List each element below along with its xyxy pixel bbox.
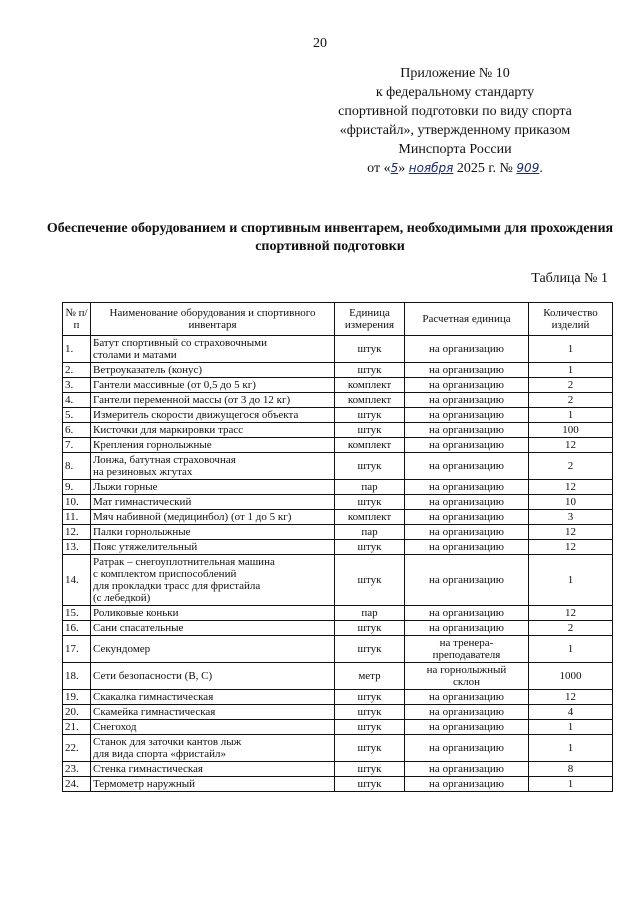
- header-qty: Количество изделий: [529, 303, 613, 336]
- cell-num: 10.: [63, 495, 91, 510]
- cell-calc: на горнолыжный склон: [405, 663, 529, 690]
- cell-qty: 1: [529, 720, 613, 735]
- table-row: [63, 606, 613, 621]
- cell-name: Гантели переменной массы (от 3 до 12 кг): [91, 393, 335, 408]
- table-row: [63, 690, 613, 705]
- table-row: [63, 540, 613, 555]
- cell-num: 1.: [63, 336, 91, 363]
- cell-qty: 12: [529, 438, 613, 453]
- cell-calc: на организацию: [405, 762, 529, 777]
- cell-calc: на организацию: [405, 621, 529, 636]
- cell-name: Лыжи горные: [91, 480, 335, 495]
- table-row: [63, 525, 613, 540]
- table-row: [63, 705, 613, 720]
- cell-name: Измеритель скорости движущегося объекта: [91, 408, 335, 423]
- cell-qty: 1: [529, 363, 613, 378]
- table-row: [63, 438, 613, 453]
- table-row: [63, 423, 613, 438]
- cell-calc: на организацию: [405, 408, 529, 423]
- cell-qty: 1: [529, 636, 613, 663]
- cell-name: Гантели массивные (от 0,5 до 5 кг): [91, 378, 335, 393]
- equipment-table: [62, 302, 613, 792]
- cell-name: Термометр наружный: [91, 777, 335, 792]
- cell-unit: комплект: [335, 393, 405, 408]
- page-number: 20: [313, 36, 327, 51]
- cell-qty: 8: [529, 762, 613, 777]
- cell-name: Палки горнолыжные: [91, 525, 335, 540]
- date-month-handwritten: ноября: [408, 161, 454, 175]
- table-header-row: [63, 303, 613, 336]
- cell-name: Мяч набивной (медицинбол) (от 1 до 5 кг): [91, 510, 335, 525]
- cell-qty: 2: [529, 393, 613, 408]
- cell-calc: на организацию: [405, 378, 529, 393]
- cell-calc: на организацию: [405, 735, 529, 762]
- cell-name: Мат гимнастический: [91, 495, 335, 510]
- date-prefix: от «: [367, 161, 391, 176]
- table-row: [63, 735, 613, 762]
- appendix-line: «фристайл», утвержденному приказом: [339, 123, 571, 138]
- cell-name: Сети безопасности (В, С): [91, 663, 335, 690]
- cell-name: Скамейка гимнастическая: [91, 705, 335, 720]
- cell-num: 6.: [63, 423, 91, 438]
- cell-calc: на организацию: [405, 336, 529, 363]
- cell-calc: на организацию: [405, 720, 529, 735]
- cell-unit: штук: [335, 453, 405, 480]
- appendix-line: к федеральному стандарту: [375, 85, 535, 100]
- cell-num: 13.: [63, 540, 91, 555]
- appendix-line: спортивной подготовки по виду спорта: [338, 104, 572, 119]
- cell-unit: комплект: [335, 438, 405, 453]
- cell-num: 15.: [63, 606, 91, 621]
- order-number-handwritten: 909: [516, 161, 540, 175]
- cell-num: 5.: [63, 408, 91, 423]
- table-row: [63, 378, 613, 393]
- cell-unit: штук: [335, 705, 405, 720]
- table-row: [63, 777, 613, 792]
- cell-unit: метр: [335, 663, 405, 690]
- cell-unit: штук: [335, 336, 405, 363]
- cell-calc: на организацию: [405, 525, 529, 540]
- cell-qty: 2: [529, 453, 613, 480]
- cell-unit: пар: [335, 480, 405, 495]
- header-name: Наименование оборудования и спортивного инвентаря: [91, 303, 335, 336]
- cell-num: 21.: [63, 720, 91, 735]
- appendix-header: [310, 64, 600, 178]
- cell-qty: 1: [529, 735, 613, 762]
- cell-qty: 3: [529, 510, 613, 525]
- cell-unit: комплект: [335, 510, 405, 525]
- table-row: [63, 636, 613, 663]
- cell-num: 23.: [63, 762, 91, 777]
- cell-qty: 12: [529, 690, 613, 705]
- cell-num: 8.: [63, 453, 91, 480]
- cell-qty: 10: [529, 495, 613, 510]
- cell-unit: штук: [335, 495, 405, 510]
- cell-unit: штук: [335, 423, 405, 438]
- cell-unit: штук: [335, 636, 405, 663]
- cell-num: 22.: [63, 735, 91, 762]
- table-row: [63, 336, 613, 363]
- cell-name: Кисточки для маркировки трасс: [91, 423, 335, 438]
- table-row: [63, 480, 613, 495]
- cell-num: 14.: [63, 555, 91, 606]
- date-end: .: [539, 161, 543, 176]
- table-row: [63, 762, 613, 777]
- cell-num: 17.: [63, 636, 91, 663]
- cell-num: 24.: [63, 777, 91, 792]
- cell-calc: на организацию: [405, 705, 529, 720]
- cell-name: Ветроуказатель (конус): [91, 363, 335, 378]
- cell-qty: 1: [529, 408, 613, 423]
- cell-unit: штук: [335, 621, 405, 636]
- cell-calc: на организацию: [405, 480, 529, 495]
- cell-unit: пар: [335, 606, 405, 621]
- cell-qty: 12: [529, 525, 613, 540]
- cell-num: 9.: [63, 480, 91, 495]
- cell-qty: 1: [529, 777, 613, 792]
- cell-name: Ратрак – снегоуплотнительная машина с комплектом приспособлений для прокладки трасс для фристайла (с лебедкой): [91, 555, 335, 606]
- cell-qty: 12: [529, 480, 613, 495]
- date-year: 2025 г. №: [456, 161, 513, 176]
- cell-name: Роликовые коньки: [91, 606, 335, 621]
- cell-num: 3.: [63, 378, 91, 393]
- table-label: Таблица № 1: [531, 271, 608, 286]
- cell-calc: на организацию: [405, 690, 529, 705]
- cell-num: 7.: [63, 438, 91, 453]
- cell-name: Стенка гимнастическая: [91, 762, 335, 777]
- cell-unit: штук: [335, 720, 405, 735]
- cell-calc: на организацию: [405, 510, 529, 525]
- cell-name: Крепления горнолыжные: [91, 438, 335, 453]
- appendix-title: Приложение № 10: [400, 66, 510, 81]
- cell-name: Скакалка гимнастическая: [91, 690, 335, 705]
- cell-name: Сани спасательные: [91, 621, 335, 636]
- cell-unit: штук: [335, 408, 405, 423]
- cell-qty: 12: [529, 540, 613, 555]
- cell-num: 19.: [63, 690, 91, 705]
- cell-calc: на организацию: [405, 555, 529, 606]
- cell-name: Секундомер: [91, 636, 335, 663]
- cell-unit: штук: [335, 540, 405, 555]
- cell-calc: на организацию: [405, 777, 529, 792]
- cell-calc: на организацию: [405, 606, 529, 621]
- cell-num: 20.: [63, 705, 91, 720]
- cell-qty: 12: [529, 606, 613, 621]
- cell-num: 4.: [63, 393, 91, 408]
- cell-qty: 1: [529, 555, 613, 606]
- cell-qty: 4: [529, 705, 613, 720]
- cell-unit: штук: [335, 363, 405, 378]
- header-unit: Единица измерения: [335, 303, 405, 336]
- cell-num: 16.: [63, 621, 91, 636]
- cell-calc: на организацию: [405, 438, 529, 453]
- cell-qty: 2: [529, 378, 613, 393]
- table-row: [63, 453, 613, 480]
- cell-unit: штук: [335, 555, 405, 606]
- table-row: [63, 408, 613, 423]
- cell-unit: штук: [335, 735, 405, 762]
- document-title: Обеспечение оборудованием и спортивным инвентарем, необходимыми для прохождения спортивной подготовки: [46, 221, 614, 254]
- table-row: [63, 555, 613, 606]
- cell-num: 11.: [63, 510, 91, 525]
- cell-calc: на тренера- преподавателя: [405, 636, 529, 663]
- cell-calc: на организацию: [405, 393, 529, 408]
- cell-calc: на организацию: [405, 495, 529, 510]
- table-row: [63, 393, 613, 408]
- cell-name: Снегоход: [91, 720, 335, 735]
- table-row: [63, 363, 613, 378]
- cell-unit: штук: [335, 777, 405, 792]
- cell-name: Батут спортивный со страховочными столами и матами: [91, 336, 335, 363]
- cell-unit: пар: [335, 525, 405, 540]
- appendix-line: Минспорта России: [398, 142, 512, 157]
- cell-calc: на организацию: [405, 540, 529, 555]
- cell-calc: на организацию: [405, 453, 529, 480]
- cell-calc: на организацию: [405, 423, 529, 438]
- table-row: [63, 510, 613, 525]
- header-calc: Расчетная единица: [405, 303, 529, 336]
- cell-num: 18.: [63, 663, 91, 690]
- cell-unit: штук: [335, 762, 405, 777]
- cell-unit: штук: [335, 690, 405, 705]
- cell-unit: комплект: [335, 378, 405, 393]
- header-num: № п/п: [63, 303, 91, 336]
- cell-qty: 1: [529, 336, 613, 363]
- table-row: [63, 621, 613, 636]
- table-row: [63, 495, 613, 510]
- cell-num: 12.: [63, 525, 91, 540]
- cell-qty: 2: [529, 621, 613, 636]
- cell-qty: 1000: [529, 663, 613, 690]
- table-row: [63, 663, 613, 690]
- date-mid: »: [398, 161, 406, 176]
- date-day-handwritten: 5: [390, 161, 399, 175]
- cell-qty: 100: [529, 423, 613, 438]
- cell-name: Станок для заточки кантов лыж для вида спорта «фристайл»: [91, 735, 335, 762]
- table-row: [63, 720, 613, 735]
- cell-name: Пояс утяжелительный: [91, 540, 335, 555]
- table-body: [63, 336, 613, 792]
- cell-name: Лонжа, батутная страховочная на резиновых жгутах: [91, 453, 335, 480]
- appendix-date: [310, 159, 600, 178]
- cell-calc: на организацию: [405, 363, 529, 378]
- cell-num: 2.: [63, 363, 91, 378]
